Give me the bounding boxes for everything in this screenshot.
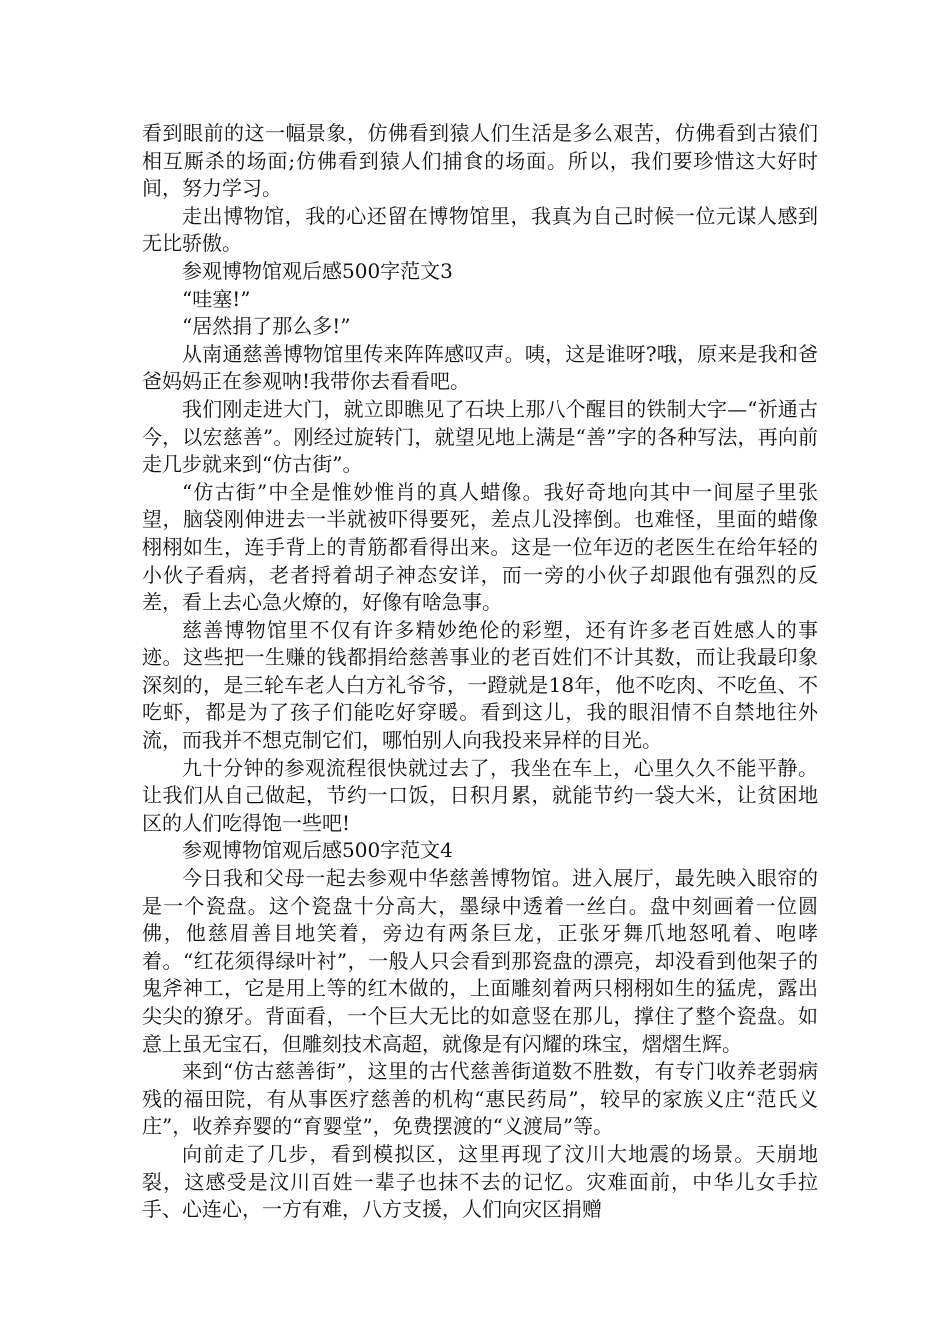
paragraph-1: 看到眼前的这一幅景象，仿佛看到猿人们生活是多么艰苦，仿佛看到古猿们相互厮杀的场面;仿佛看到猿人们捕食的场面。所以，我们要珍惜这大好时间，努力学习。 <box>142 121 818 201</box>
paragraph-exclaim-2: “居然捐了那么多!” <box>182 314 351 339</box>
paragraph-10: 向前走了几步，看到模拟区，这里再现了汶川大地震的场景。天崩地裂，这感受是汶川百姓一辈子也抹不去的记忆。灾难面前，中华儿女手拉手、心连心，一方有难，八方支援，人们向灾区捐赠 <box>142 1141 818 1222</box>
paragraph-3: 从南通慈善博物馆里传来阵阵感叹声。咦，这是谁呀?哦，原来是我和爸爸妈妈正在参观呐!我带你去看看吧。 <box>142 341 818 394</box>
paragraph-4: 我们刚走进大门，就立即瞧见了石块上那八个醒目的铁制大字—“祈通古今，以宏慈善”。刚经过旋转门，就望见地上满是“善”字的各种写法，再向前走几步就来到“仿古街”。 <box>142 396 818 477</box>
section-heading-3: 参观博物馆观后感500字范文3 <box>182 258 453 283</box>
document-body <box>142 120 818 1224</box>
paragraph-8: 今日我和父母一起去参观中华慈善博物馆。进入展厅，最先映入眼帘的是一个瓷盘。这个瓷盘十分高大，墨绿中透着一丝白。盘中刻画着一位圆佛，他慈眉善目地笑着，旁边有两条巨龙，正张牙舞爪地怒吼着、咆哮着。“红花须得绿叶衬”，一般人只会看到那瓷盘的漂亮，却没看到他架子的鬼斧神工，它是用上等的红木做的，上面雕刻着两只栩栩如生的猛虎，露出尖尖的獠牙。背面看，一个巨大无比的如意竖在那儿，撑住了整个瓷盘。如意上虽无宝石，但雕刻技术高超，就像是有闪耀的珠宝，熠熠生辉。 <box>142 866 818 1056</box>
section-heading-4: 参观博物馆观后感500字范文4 <box>182 838 453 863</box>
paragraph-7: 九十分钟的参观流程很快就过去了，我坐在车上，心里久久不能平静。让我们从自己做起，节约一口饭，日积月累，就能节约一袋大米，让贫困地区的人们吃得饱一些吧! <box>142 755 818 835</box>
paragraph-exclaim-1: “哇塞!” <box>182 286 251 311</box>
paragraph-5: “仿古街”中全是惟妙惟肖的真人蜡像。我好奇地向其中一间屋子里张望，脑袋刚伸进去一半就被吓得要死，差点儿没摔倒。也难怪，里面的蜡像栩栩如生，连手背上的青筋都看得出来。这是一位年迈的老医生在给年轻的小伙子看病，老者捋着胡子神态安详，而一旁的小伙子却跟他有强烈的反差，看上去心急火燎的，好像有啥急事。 <box>142 479 818 615</box>
paragraph-9: 来到“仿古慈善街”，这里的古代慈善街道数不胜数，有专门收养老弱病残的福田院，有从事医疗慈善的机构“惠民药局”，较早的家族义庄“范氏义庄”，收养弃婴的“育婴堂”，免费摆渡的“义渡局”等。 <box>142 1059 818 1139</box>
paragraph-6: 慈善博物馆里不仅有许多精妙绝伦的彩塑，还有许多老百姓感人的事迹。这些把一生赚的钱都捐给慈善事业的老百姓们不计其数，而让我最印象深刻的，是三轮车老人白方礼爷爷，一蹬就是18年，他不吃肉、不吃鱼、不吃虾，都是为了孩子们能吃好穿暖。看到这儿，我的眼泪情不自禁地往外流，而我并不想克制它们，哪怕别人向我投来异样的目光。 <box>142 617 818 753</box>
paragraph-2: 走出博物馆，我的心还留在博物馆里，我真为自己时候一位元谋人感到无比骄傲。 <box>142 203 818 256</box>
